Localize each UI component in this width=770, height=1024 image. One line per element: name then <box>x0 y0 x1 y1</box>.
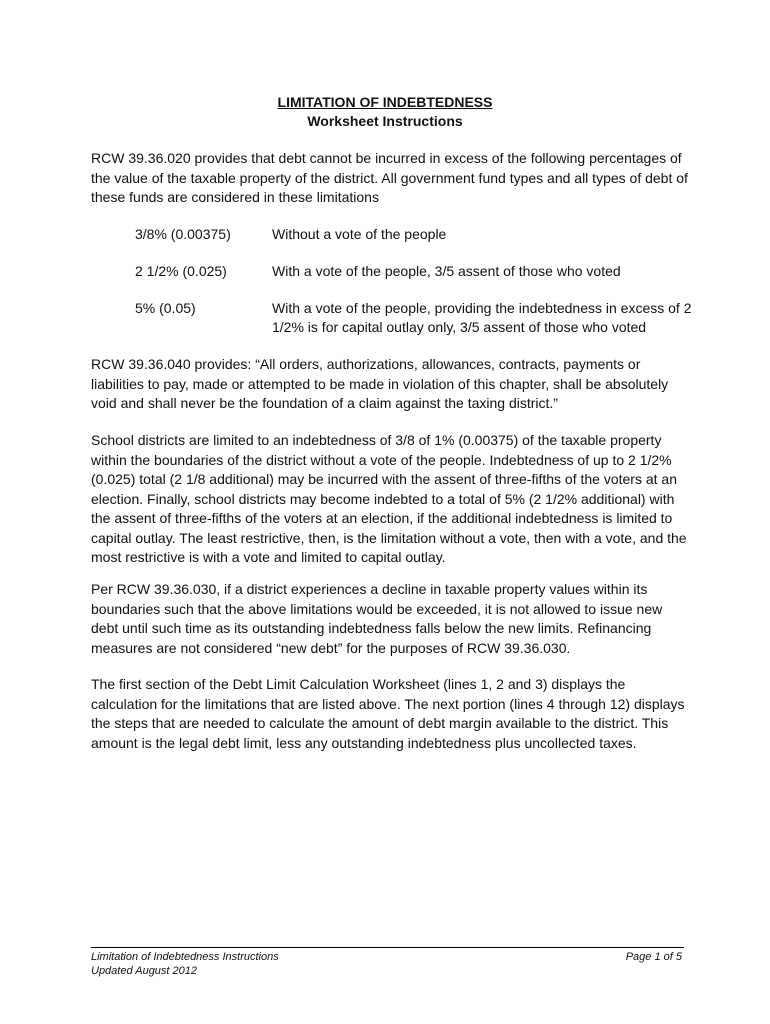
rate-description: Without a vote of the people <box>272 226 447 242</box>
footer-updated-date: Updated August 2012 <box>91 965 198 977</box>
rate-value: 2 1/2% (0.025) <box>135 263 227 279</box>
page-subtitle: Worksheet Instructions <box>307 113 463 129</box>
footer-left <box>91 950 279 978</box>
rcw-040-paragraph: RCW 39.36.040 provides: “All orders, authorizations, allowances, contracts, payments or liabilities to pay, made or attempted to be made in violation of this chapter, shall be absolutely void and shall never be the foundation of a claim against the taxing district.” <box>91 356 669 411</box>
footer-page-number: Page 1 of 5 <box>625 951 682 963</box>
footer-divider <box>91 947 684 948</box>
rate-value: 5% (0.05) <box>135 300 196 316</box>
page-title: LIMITATION OF INDEBTEDNESS <box>277 94 493 110</box>
school-district-paragraph: School districts are limited to an indebtedness of 3/8 of 1% (0.00375) of the taxable property within the boundaries of the district without a vote of the people. Indebtedness of up to 2 1/2% (0.025) total (2 1/8 additional) may be incurred with the assent of three-fifths of the voters at an election. Finally, school districts may become indebted to a total of 5% (2 1/2% additional) with the assent of three-fifths of the voters at an election, if the additional indebtedness is limited to capital outlay. The least restrictive, then, is the limitation without a vote, then with a vote, and the most restrictive is with a vote and limited to capital outlay. <box>91 432 687 565</box>
rate-description: With a vote of the people, 3/5 assent of those who voted <box>272 263 621 279</box>
rate-value: 3/8% (0.00375) <box>135 226 231 242</box>
worksheet-paragraph: The first section of the Debt Limit Calculation Worksheet (lines 1, 2 and 3) displays the calculation for the limitations that are listed above. The next portion (lines 4 through 12) displays the steps that are needed to calculate the amount of debt margin available to the district. This amount is the legal debt limit, less any outstanding indebtedness plus uncollected taxes. <box>91 676 685 751</box>
rate-description: With a vote of the people, providing the indebtedness in excess of 2 1/2% is for capital outlay only, 3/5 assent of those who voted <box>272 300 692 335</box>
footer-doc-title: Limitation of Indebtedness Instructions <box>91 951 279 963</box>
rcw-030-paragraph: Per RCW 39.36.030, if a district experiences a decline in taxable property values within its boundaries such that the above limitations would be exceeded, it is not allowed to issue new debt until such time as its outstanding indebtedness falls below the new limits. Refinancing measures are not considered “new debt” for the purposes of RCW 39.36.030. <box>91 581 663 656</box>
intro-paragraph: RCW 39.36.020 provides that debt cannot be incurred in excess of the following percentages of the value of the taxable property of the district. All government fund types and all types of debt of these funds are considered in these limitations <box>91 150 688 205</box>
